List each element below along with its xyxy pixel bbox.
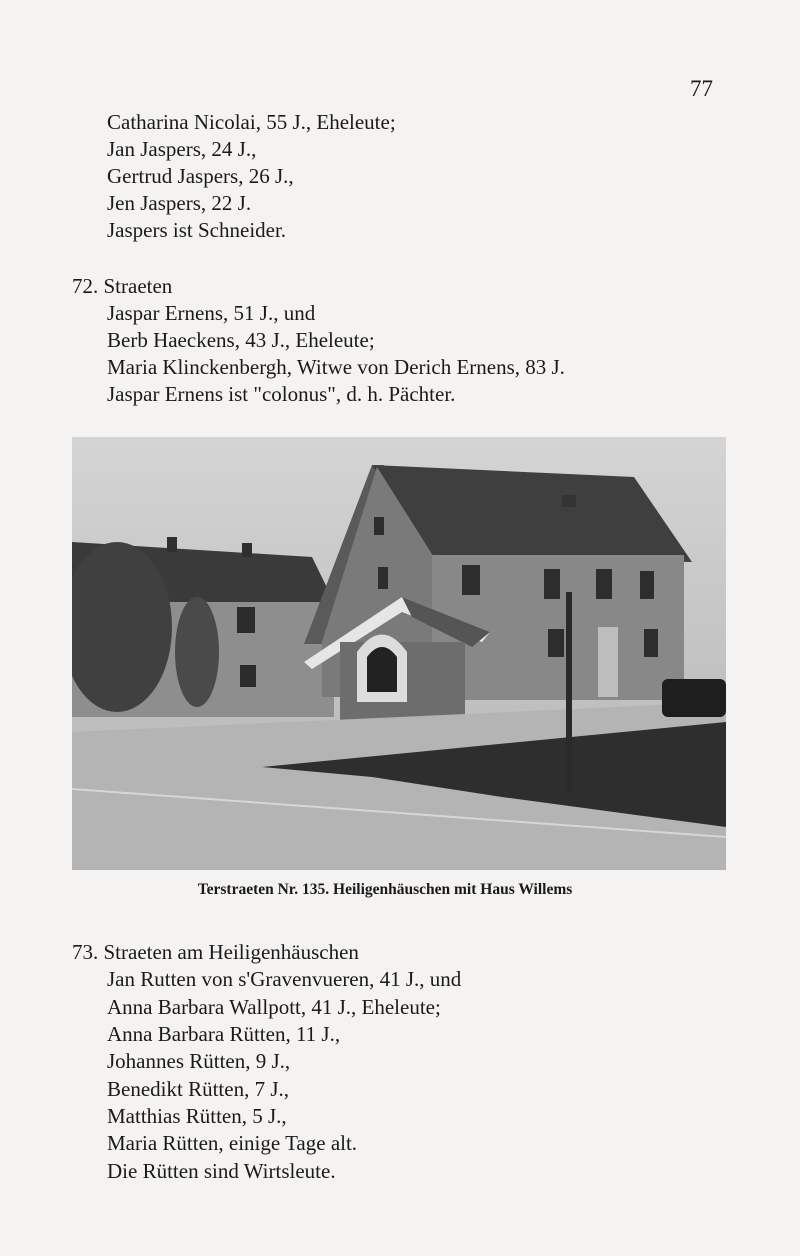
text-line: Maria Rütten, einige Tage alt. (107, 1131, 358, 1155)
text-line: Berb Haeckens, 43 J., Eheleute; (107, 328, 375, 352)
text-line: Johannes Rütten, 9 J., (107, 1049, 291, 1073)
figure-caption: Terstraeten Nr. 135. Heiligenhäuschen mit Haus Willems (197, 881, 573, 898)
text-line: Anna Barbara Wallpott, 41 J., Eheleute; (107, 995, 441, 1019)
text-line: Jan Rutten von s'Gravenvueren, 41 J., und (107, 967, 462, 991)
text-line: Anna Barbara Rütten, 11 J., (107, 1022, 341, 1046)
text-line: Gertrud Jaspers, 26 J., (107, 164, 294, 188)
text-line: Jaspar Ernens, 51 J., und (107, 301, 316, 325)
text-line: Jan Jaspers, 24 J., (107, 137, 257, 161)
text-line: Maria Klinckenbergh, Witwe von Derich Ernens, 83 J. (107, 355, 565, 379)
page-number: 77 (690, 76, 713, 101)
text-line: Jaspar Ernens ist "colonus", d. h. Pächter. (107, 382, 456, 406)
text-line: Matthias Rütten, 5 J., (107, 1104, 287, 1128)
text-line: Benedikt Rütten, 7 J., (107, 1077, 289, 1101)
text-line: Catharina Nicolai, 55 J., Eheleute; (107, 110, 396, 134)
section-heading: 73. Straeten am Heiligenhäuschen (72, 940, 359, 964)
text-line: Die Rütten sind Wirtsleute. (107, 1159, 336, 1183)
photo-heiligenhaeuschen (72, 437, 726, 870)
text-line: Jaspers ist Schneider. (107, 218, 287, 242)
section-heading: 72. Straeten (72, 274, 173, 298)
text-line: Jen Jaspers, 22 J. (107, 191, 252, 215)
